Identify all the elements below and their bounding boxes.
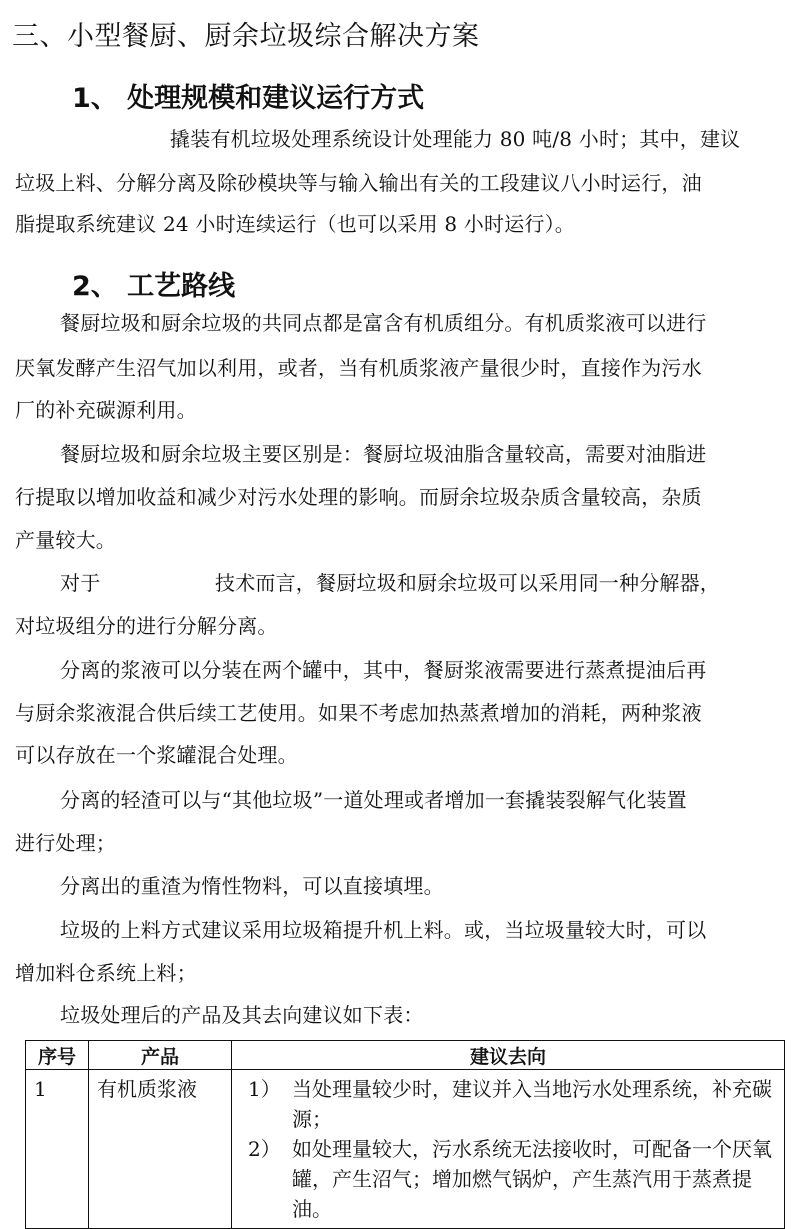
paragraph-line: 垃圾处理后的产品及其去向建议如下表：: [60, 1003, 424, 1027]
suggestion-item: [240, 1074, 776, 1134]
paragraph-line: 分离的轻渣可以与“其他垃圾”一道处理或者增加一套撬装裂解气化装置: [60, 788, 687, 812]
suggestion-text: 如处理量较大，污水系统无法接收时，可配备一个厌氧罐，产生沼气；增加燃气锅炉，产生蒸汽用于蒸煮提油。: [292, 1137, 772, 1221]
section-1-line: 撬装有机垃圾处理系统设计处理能力 80 吨/8 小时；其中，建议: [170, 127, 741, 151]
row-product: 有机质浆液: [89, 1070, 232, 1229]
paragraph-line: 可以存放在一个浆罐混合处理。: [15, 743, 298, 767]
paragraph-line: 垃圾的上料方式建议采用垃圾箱提升机上料。或，当垃圾量较大时，可以: [60, 918, 707, 942]
paragraph-line: 厂的补充碳源利用。: [15, 398, 197, 422]
row-number: 1: [26, 1070, 89, 1229]
suggestion-text: 当处理量较少时，建议并入当地污水处理系统，补充碳源；: [292, 1077, 772, 1131]
suggestion-index: 2）: [248, 1137, 281, 1161]
paragraph-line-prefix: 对于: [60, 571, 101, 595]
paragraph-line: 产量较大。: [15, 528, 116, 552]
paragraph-line: 餐厨垃圾和厨余垃圾主要区别是：餐厨垃圾油脂含量较高，需要对油脂进: [60, 442, 707, 466]
paragraph-line: 增加料仓系统上料；: [15, 961, 197, 985]
suggestion-item: [240, 1134, 776, 1224]
column-header-product: 产品: [89, 1041, 232, 1070]
paragraph-line: 与厨余浆液混合供后续工艺使用。如果不考虑加热蒸煮增加的消耗，两种浆液: [15, 701, 702, 725]
table-header-row: [26, 1041, 785, 1070]
section-1-line: 垃圾上料、分解分离及除砂模块等与输入输出有关的工段建议八小时运行，油: [15, 171, 702, 195]
paragraph-line: 技术而言，餐厨垃圾和厨余垃圾可以采用同一种分解器，: [215, 571, 720, 595]
paragraph-line: 分离的浆液可以分装在两个罐中，其中，餐厨浆液需要进行蒸煮提油后再: [60, 658, 707, 682]
paragraph-line: 分离出的重渣为惰性物料，可以直接填埋。: [60, 874, 444, 898]
section-1-line: 脂提取系统建议 24 小时连续运行（也可以采用 8 小时运行）。: [15, 212, 576, 236]
paragraph-line: 餐厨垃圾和厨余垃圾的共同点都是富含有机质组分。有机质浆液可以进行: [60, 311, 707, 335]
column-header-number: 序号: [26, 1041, 89, 1070]
product-destination-table: [25, 1040, 785, 1229]
section-2-title: 2、 工艺路线: [72, 271, 236, 302]
main-heading: 三、小型餐厨、厨余垃圾综合解决方案: [12, 21, 480, 52]
paragraph-line: 行提取以增加收益和减少对污水处理的影响。而厨余垃圾杂质含量较高，杂质: [15, 485, 702, 509]
table-row: [26, 1070, 785, 1229]
paragraph-line: 对垃圾组分的进行分解分离。: [15, 614, 278, 638]
paragraph-line: 厌氧发酵产生沼气加以利用，或者，当有机质浆液产量很少时，直接作为污水: [15, 356, 702, 380]
column-header-destination: 建议去向: [232, 1041, 785, 1070]
suggestion-index: 1）: [248, 1077, 281, 1101]
section-1-title: 1、 处理规模和建议运行方式: [72, 83, 425, 114]
paragraph-line: 进行处理；: [15, 831, 116, 855]
row-destination: [232, 1070, 785, 1229]
